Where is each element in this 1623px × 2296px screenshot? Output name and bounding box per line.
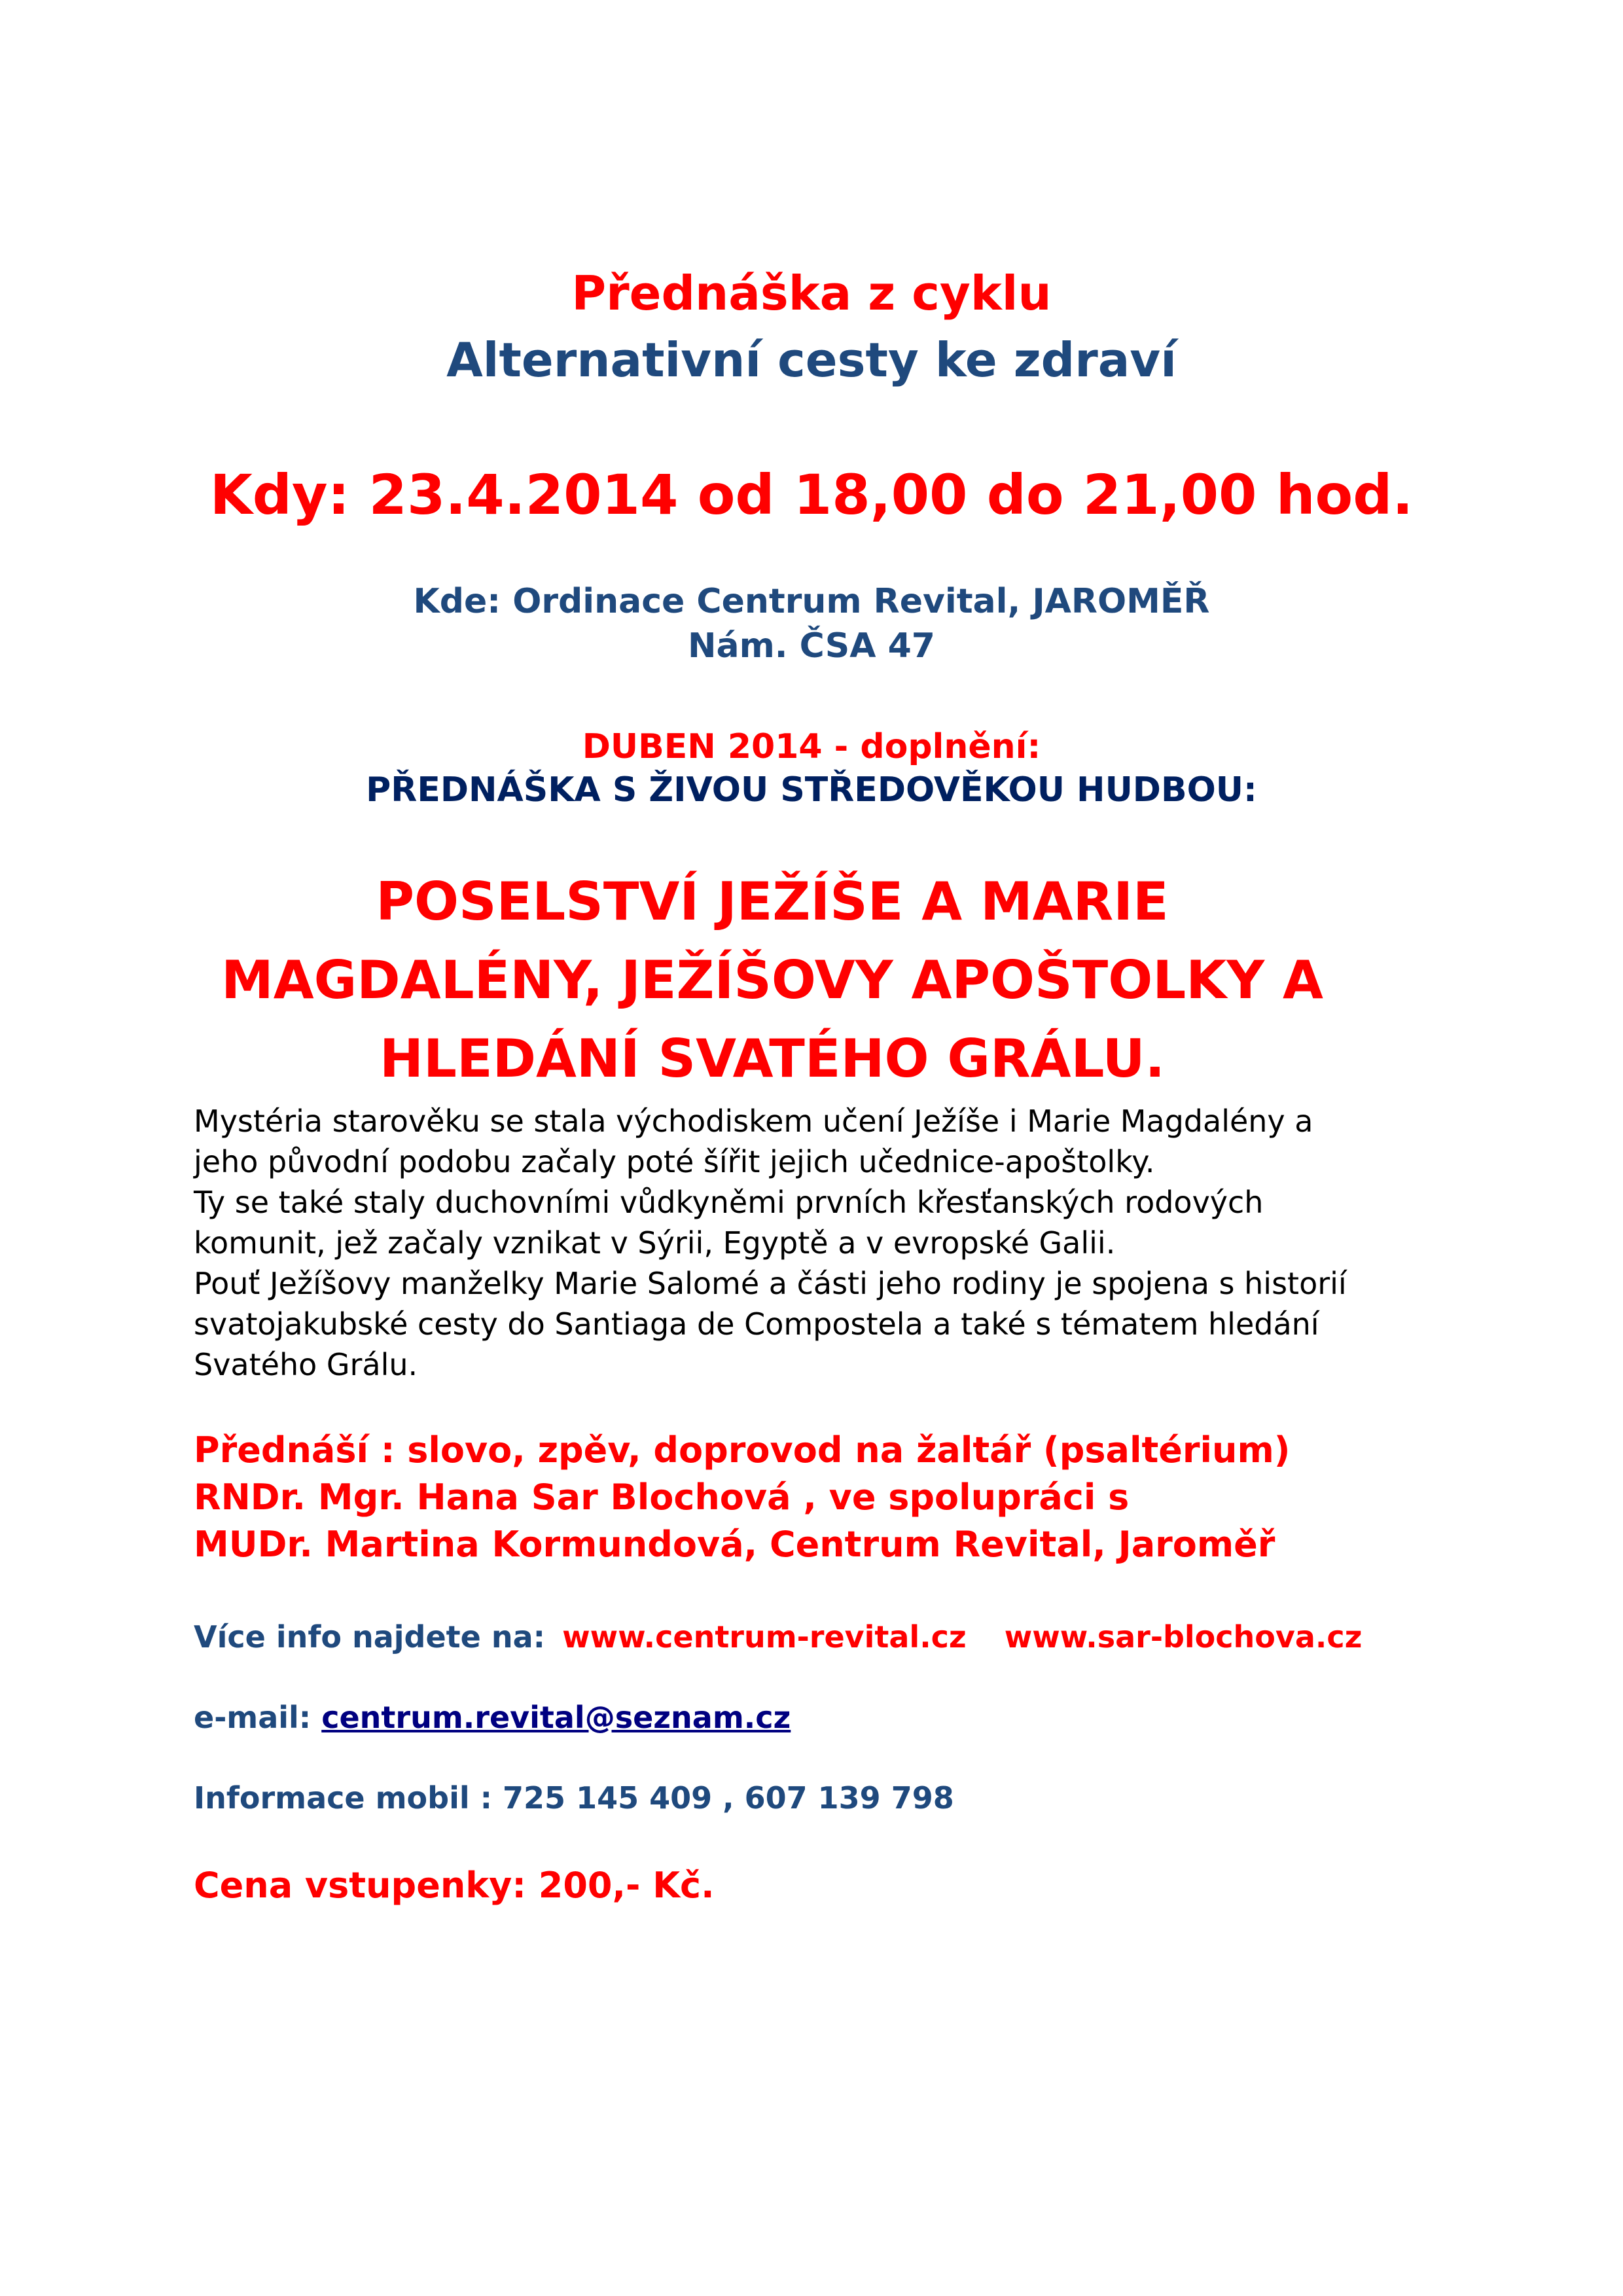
- supplement-subheading: PŘEDNÁŠKA S ŽIVOU STŘEDOVĚKOU HUDBOU:: [366, 770, 1257, 810]
- email-link[interactable]: centrum.revital@seznam.cz: [321, 1700, 791, 1735]
- supplement-heading: DUBEN 2014 - doplnění:: [582, 727, 1041, 766]
- phone-info: Informace mobil : 725 145 409 , 607 139 798: [194, 1780, 954, 1816]
- description-line: komunit, jež začaly vznikat v Sýrii, Egyptě a v evropské Galii.: [194, 1225, 1116, 1261]
- more-info-line: [194, 1617, 1362, 1657]
- title-line-2: Alternativní cesty ke zdraví: [446, 332, 1177, 387]
- description-line: Mystéria starověku se stala východiskem učení Ježíše i Marie Magdalény a: [194, 1103, 1313, 1139]
- email-label: e-mail:: [194, 1700, 312, 1735]
- presenters-line: RNDr. Mgr. Hana Sar Blochová , ve spolupráci s: [194, 1477, 1130, 1518]
- description-line: jeho původní podobu začaly poté šířit jejich učednice-apoštolky.: [194, 1144, 1155, 1179]
- venue-line-2: Nám. ČSA 47: [688, 626, 935, 666]
- lecture-title-line-2: MAGDALÉNY, JEŽÍŠOVY APOŠTOLKY A: [221, 950, 1323, 1011]
- presenters-block: [194, 1427, 1290, 1568]
- email-line: [194, 1697, 791, 1738]
- lecture-title-line-1: POSELSTVÍ JEŽÍŠE A MARIE: [376, 871, 1169, 932]
- title-line-1: Přednáška z cyklu: [571, 266, 1052, 321]
- description-paragraph: [194, 1101, 1347, 1385]
- lecture-title-line-3: HLEDÁNÍ SVATÉHO GRÁLU.: [380, 1028, 1165, 1089]
- presenters-line: Přednáší : slovo, zpěv, doprovod na žaltář (psaltérium): [194, 1429, 1291, 1471]
- description-line: Ty se také staly duchovními vůdkyněmi prvních křesťanských rodových: [194, 1185, 1264, 1220]
- venue-line-1: Kde: Ordinace Centrum Revital, JAROMĚŘ: [413, 582, 1210, 621]
- description-line: Pouť Ježíšovy manželky Marie Salomé a části jeho rodiny je spojena s historií: [194, 1266, 1347, 1301]
- description-line: Svatého Grálu.: [194, 1347, 418, 1382]
- description-line: svatojakubské cesty do Santiaga de Compostela a také s tématem hledání: [194, 1306, 1319, 1342]
- website-link-revital[interactable]: www.centrum-revital.cz: [562, 1619, 967, 1655]
- event-date-time: Kdy: 23.4.2014 od 18,00 do 21,00 hod.: [209, 463, 1414, 527]
- presenters-line: MUDr. Martina Kormundová, Centrum Revital, Jaroměř: [194, 1524, 1275, 1565]
- ticket-price: Cena vstupenky: 200,- Kč.: [194, 1865, 715, 1906]
- website-link-sar-blochova[interactable]: www.sar-blochova.cz: [1004, 1619, 1363, 1655]
- more-info-label: Více info najdete na:: [194, 1619, 546, 1655]
